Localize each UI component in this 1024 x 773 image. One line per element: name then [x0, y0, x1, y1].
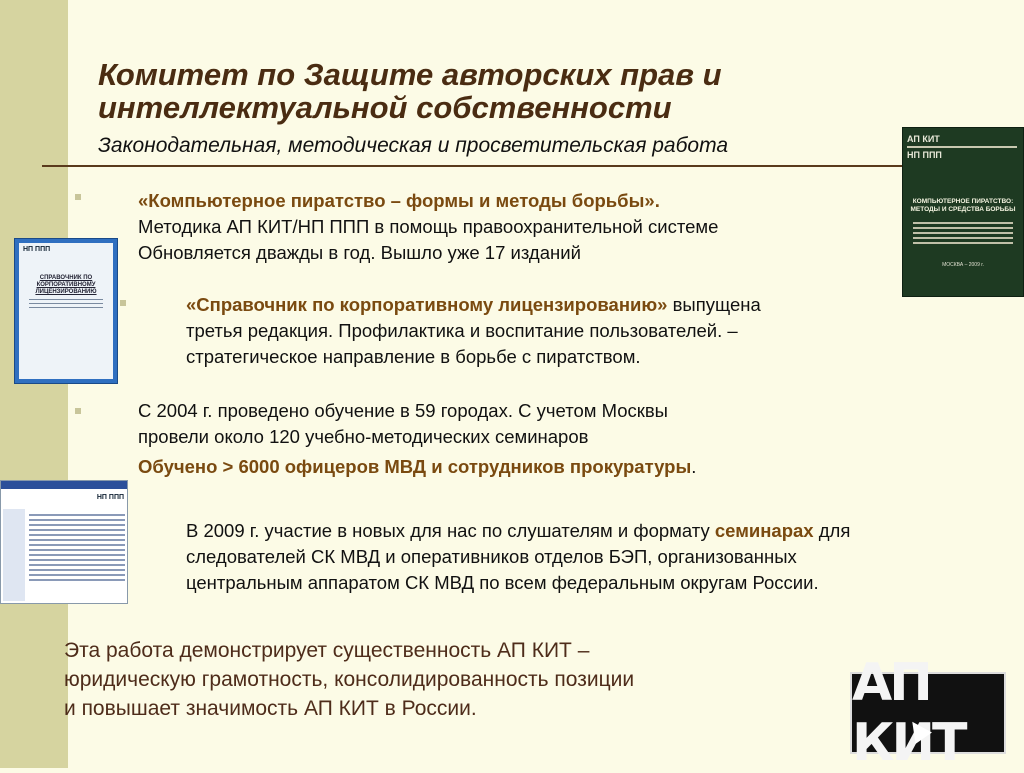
bullet-marker [120, 300, 126, 306]
booklet-text-lines [23, 299, 109, 308]
bullet-4 [186, 518, 1016, 596]
bullet-1-line-2: Методика АП КИТ/НП ППП в помощь правоохранительной системе [138, 216, 719, 237]
title-divider [42, 165, 902, 167]
booklet-logo: НП ППП [23, 246, 51, 253]
bullet-3-line-2: провели около 120 учебно-методических семинаров [138, 426, 589, 447]
title-line-1: Комитет по Защите авторских прав и [98, 57, 722, 92]
conclusion-line-3: и повышает значимость АП КИТ в России. [64, 697, 477, 720]
bullet-marker [75, 194, 81, 200]
bullet-4-line-1 [186, 518, 1016, 544]
booklet-piracy-cover-image [902, 127, 1024, 297]
bullet-3 [138, 398, 878, 480]
bullet-4-line-1-start: В 2009 г. участие в новых для нас по слушателям и формату [186, 520, 715, 541]
booklet-text-lines [907, 222, 1019, 244]
bullet-2-line-2: третья редакция. Профилактика и воспитание пользователей. – [186, 320, 738, 341]
website-text-lines [29, 511, 125, 584]
booklet-inner [19, 243, 113, 379]
bullet-2-headline: «Справочник по корпоративному лицензированию» [186, 294, 668, 315]
title-line-2: интеллектуальной собственности [98, 90, 672, 125]
slide-title [98, 58, 858, 124]
bullet-3-line-1: С 2004 г. проведено обучение в 59 городах. С учетом Москвы [138, 400, 668, 421]
logo-text: АП КИТ [852, 653, 965, 773]
bullet-2 [186, 292, 906, 370]
booklet-title: СПРАВОЧНИК ПО КОРПОРАТИВНОМУ ЛИЦЕНЗИРОВАНИЮ [35, 275, 97, 295]
bullet-2-line-1 [186, 292, 906, 318]
left-decorative-band [0, 0, 68, 768]
bullet-1 [138, 188, 878, 266]
bullet-3-highlight: Обучено > 6000 офицеров МВД и сотрудников прокуратуры [138, 456, 692, 477]
booklet-logo-2: НП ППП [907, 150, 942, 160]
conclusion-line-1: Эта работа демонстрирует существенность АП КИТ – [64, 639, 590, 662]
bullet-2-tail: выпущена [667, 294, 761, 315]
ap-kit-logo [850, 653, 1006, 773]
conclusion-line-2: юридическую грамотность, консолидированность позиции [64, 668, 635, 691]
booklet-title: КОМПЬЮТЕРНОЕ ПИРАТСТВО: МЕТОДЫ И СРЕДСТВА БОРЬБЫ [910, 198, 1016, 213]
bullet-3-line-3 [138, 454, 878, 480]
conclusion-text [64, 636, 824, 723]
bullet-1-line-3: Обновляется дважды в год. Вышло уже 17 изданий [138, 242, 581, 263]
booklet-logo: АП КИТ [907, 134, 940, 144]
booklet-footer: МОСКВА – 2009 г. [942, 262, 984, 268]
bullet-4-line-3: центральным аппаратом СК МВД по всем федеральным округам России. [186, 572, 819, 593]
website-logo: НП ППП [96, 493, 124, 501]
website-screenshot-image [0, 480, 128, 604]
bullet-1-headline: «Компьютерное пиратство – формы и методы борьбы». [138, 190, 660, 211]
bullet-4-line-2: следователей СК МВД и оперативников отделов БЭП, организованных [186, 546, 797, 567]
bullet-marker [75, 408, 81, 414]
website-header [1, 489, 127, 505]
bullet-3-highlight-tail: . [691, 456, 697, 477]
booklet-licensing-cover-image [14, 238, 118, 384]
bullet-4-line-1-end: для [813, 520, 851, 541]
booklet-rule [907, 146, 1017, 148]
website-sidebar [3, 509, 25, 601]
bullet-4-highlight: семинарах [714, 520, 814, 541]
slide-subtitle: Законодательная, методическая и просветительская работа [98, 134, 729, 157]
website-top-bar [1, 481, 127, 489]
bullet-2-line-3: стратегическое направление в борьбе с пиратством. [186, 346, 641, 367]
